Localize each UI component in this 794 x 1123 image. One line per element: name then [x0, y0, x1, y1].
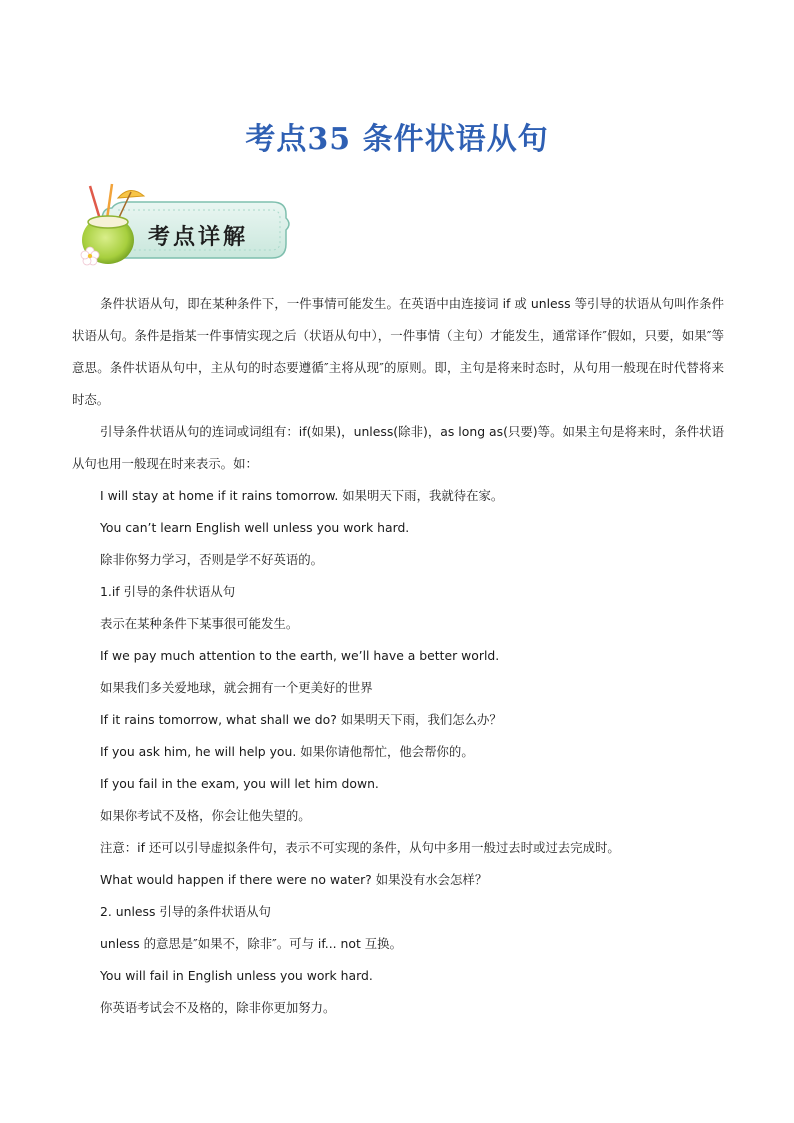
example-line: 如果我们多关爱地球，就会拥有一个更美好的世界	[100, 680, 373, 695]
section-banner-label: 考点详解	[148, 224, 249, 250]
example-line: 你英语考试会不及格的，除非你更加努力。	[100, 1000, 336, 1015]
note-line: 注意：if 还可以引导虚拟条件句，表示不可实现的条件，从句中多用一般过去时或过去完成时。	[100, 840, 620, 855]
example-line: I will stay at home if it rains tomorrow. 如果明天下雨，我就待在家。	[100, 488, 504, 503]
example-line: If you fail in the exam, you will let him down.	[100, 776, 379, 791]
paragraph: 引导条件状语从句的连词或词组有：if(如果)，unless(除非)，as long as(只要)等。如果主句是将来时，条件状语从句也用一般现在时来表示。如：	[72, 424, 724, 471]
example-line: 表示在某种条件下某事很可能发生。	[100, 616, 299, 631]
example-line: 除非你努力学习，否则是学不好英语的。	[100, 552, 324, 567]
example-line: unless 的意思是″如果不，除非″。可与 if... not 互换。	[100, 936, 402, 951]
example-line: If it rains tomorrow, what shall we do? 如果明天下雨，我们怎么办？	[100, 712, 502, 727]
paragraph: 条件状语从句，即在某种条件下，一件事情可能发生。在英语中由连接词 if 或 unless 等引导的状语从句叫作条件状语从句。条件是指某一件事情实现之后（状语从句中），一件事情（主句）才能发生，通常译作″假如，只要，如果″等意思。条件状语从句中，主从句的时态要遵循″主将从现″的原则。即，主句是将来时态时，从句用一般现在时代替将来时态。	[72, 296, 724, 407]
document-body	[72, 288, 724, 1024]
example-line: If you ask him, he will help you. 如果你请他帮忙，他会帮你的。	[100, 744, 474, 759]
subsection-heading: 1.if 引导的条件状语从句	[100, 584, 236, 599]
example-line: If we pay much attention to the earth, we’ll have a better world.	[100, 648, 500, 663]
subsection-heading: 2. unless 引导的条件状语从句	[100, 904, 271, 919]
example-line: 如果你考试不及格，你会让他失望的。	[100, 808, 311, 823]
page-title: 考点35 条件状语从句	[245, 122, 549, 157]
example-line: You can’t learn English well unless you work hard.	[100, 520, 410, 535]
example-line: What would happen if there were no water? 如果没有水会怎样？	[100, 872, 488, 887]
example-line: You will fail in English unless you work hard.	[100, 968, 373, 983]
